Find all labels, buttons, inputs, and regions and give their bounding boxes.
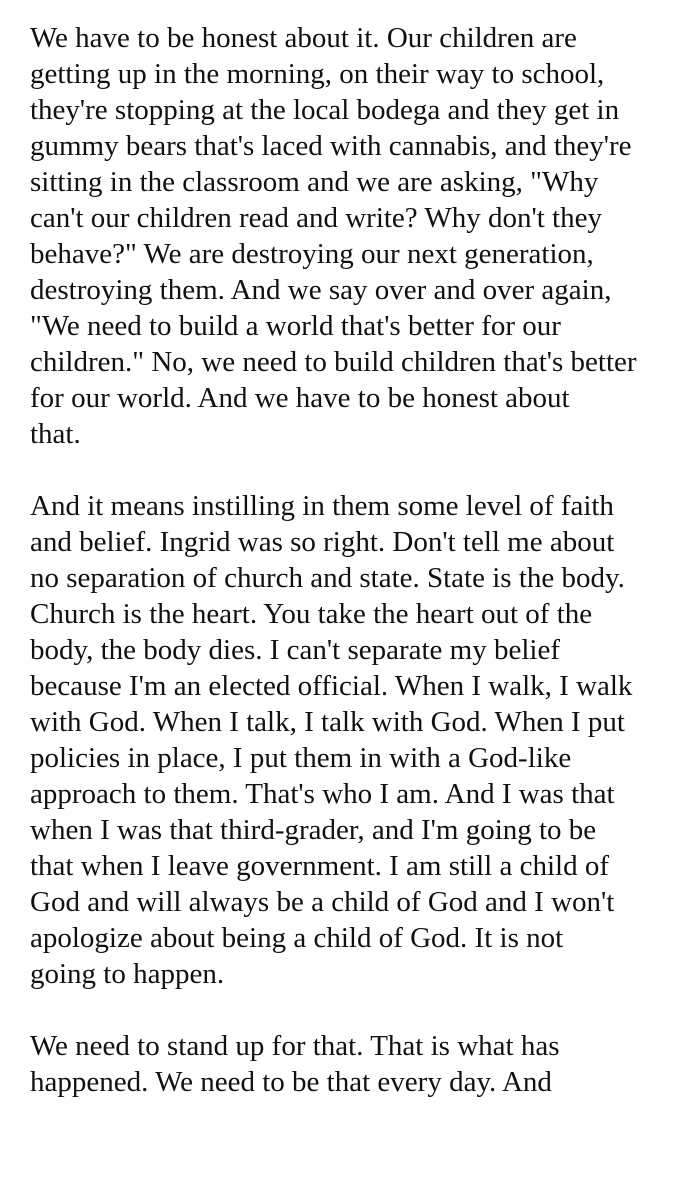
text-line: and belief. Ingrid was so right. Don't tell me about xyxy=(30,526,615,558)
text-line: sitting in the classroom and we are asking, "Why xyxy=(30,166,599,198)
text-line: no separation of church and state. State is the body. xyxy=(30,562,625,594)
text-line: they're stopping at the local bodega and they get in xyxy=(30,94,620,126)
text-line: destroying them. And we say over and over again, xyxy=(30,274,612,306)
text-line: approach to them. That's who I am. And I was that xyxy=(30,778,615,810)
text-line: body, the body dies. I can't separate my belief xyxy=(30,634,561,666)
text-line: We have to be honest about it. Our children are xyxy=(30,22,577,54)
text-line: that when I leave government. I am still a child of xyxy=(30,850,610,882)
text-line: going to happen. xyxy=(30,958,225,990)
paragraph-1 xyxy=(30,20,670,452)
text-line: when I was that third-grader, and I'm going to be xyxy=(30,814,597,846)
text-line: because I'm an elected official. When I walk, I walk xyxy=(30,670,633,702)
text-line: getting up in the morning, on their way to school, xyxy=(30,58,605,90)
text-line: And it means instilling in them some level of faith xyxy=(30,490,614,522)
text-line: for our world. And we have to be honest about xyxy=(30,382,570,414)
text-line: God and will always be a child of God and I won't xyxy=(30,886,615,918)
text-line: children." No, we need to build children that's better xyxy=(30,346,637,378)
text-line: "We need to build a world that's better for our xyxy=(30,310,561,342)
text-line: We need to stand up for that. That is what has xyxy=(30,1030,560,1062)
text-line: behave?" We are destroying our next generation, xyxy=(30,238,594,270)
text-line: that. xyxy=(30,418,81,450)
text-line: policies in place, I put them in with a God-like xyxy=(30,742,572,774)
text-line: with God. When I talk, I talk with God. When I put xyxy=(30,706,625,738)
document-body xyxy=(30,20,670,1136)
text-line: can't our children read and write? Why don't they xyxy=(30,202,602,234)
text-line: gummy bears that's laced with cannabis, and they're xyxy=(30,130,632,162)
paragraph-3 xyxy=(30,1028,670,1100)
paragraph-2 xyxy=(30,488,670,992)
text-line: happened. We need to be that every day. And xyxy=(30,1066,552,1098)
text-line: Church is the heart. You take the heart out of the xyxy=(30,598,593,630)
text-line: apologize about being a child of God. It is not xyxy=(30,922,564,954)
